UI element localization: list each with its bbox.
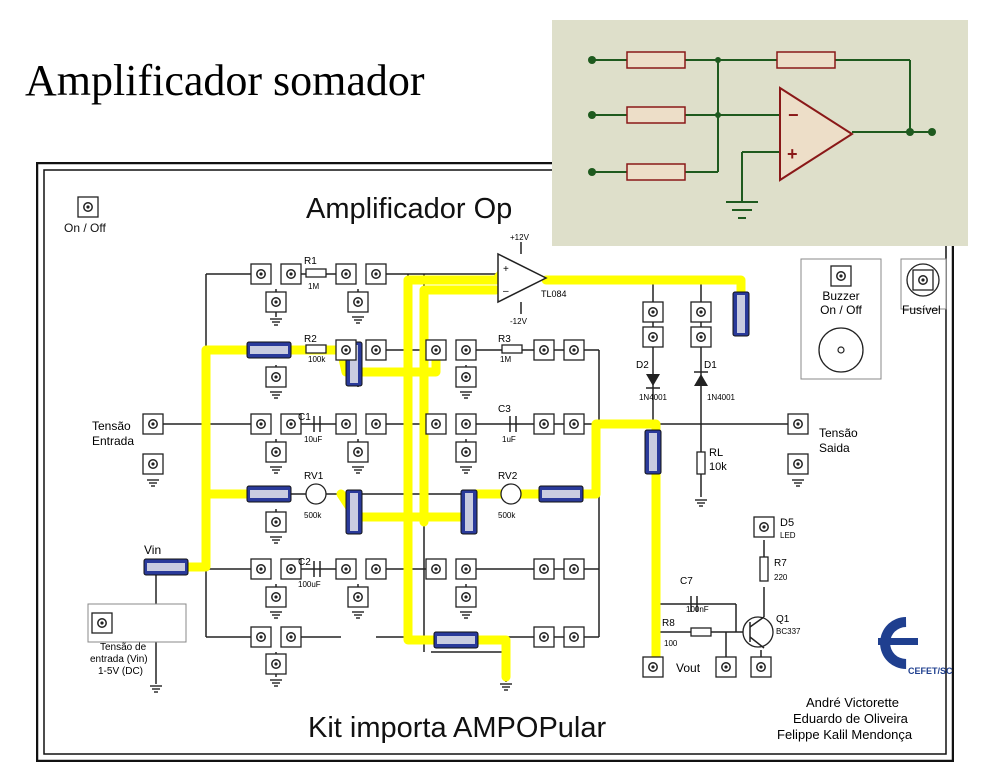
r3-resistor	[502, 345, 522, 353]
q1-value: BC337	[776, 627, 801, 636]
tensao-entrada-label-2: Entrada	[92, 434, 135, 448]
r3-name: R3	[498, 334, 511, 345]
tensao-saida-ground-jack[interactable]	[788, 454, 808, 474]
jumper-rv2-vertical[interactable]	[461, 490, 477, 534]
credit-3: Felippe Kalil Mendonça	[777, 727, 913, 742]
rl-value: 10k	[709, 461, 727, 473]
on-off-label: On / Off	[64, 221, 106, 235]
r3-value: 1M	[500, 355, 512, 364]
r2-value: 100k	[308, 355, 326, 364]
r2-name: R2	[304, 334, 317, 345]
on-off-jack[interactable]	[78, 197, 98, 217]
rv1-name: RV1	[304, 471, 324, 482]
tensao-entrada-ground-jack[interactable]	[143, 454, 163, 474]
inset-minus-label: −	[788, 105, 799, 125]
c2-name: C2	[298, 557, 311, 568]
buzzer-label-1: Buzzer	[822, 289, 860, 303]
tensao-entrada-label-1: Tensão	[92, 419, 131, 433]
tensao-entrada-jack[interactable]	[143, 414, 163, 434]
rv2-potentiometer[interactable]	[501, 484, 521, 504]
opamp-vminus: -12V	[510, 317, 527, 326]
opamp-vplus: +12V	[510, 233, 529, 242]
d2-name: D2	[636, 360, 649, 371]
vout-ground-jack[interactable]	[716, 657, 736, 677]
fuse-label: Fusível	[902, 303, 941, 317]
c3-name: C3	[498, 404, 511, 415]
source-desc-1: Tensão de	[100, 642, 147, 653]
vin-label: Vin	[144, 543, 162, 557]
source-desc-3: 1-5V (DC)	[98, 666, 144, 677]
c2-value: 100uF	[298, 580, 321, 589]
r8-value: 100	[664, 639, 678, 648]
r8-resistor	[691, 628, 711, 636]
vout-jack[interactable]	[643, 657, 663, 677]
buzzer-label-2: On / Off	[820, 303, 862, 317]
buzzer-jack[interactable]	[831, 266, 851, 286]
opamp-plus-label: +	[503, 264, 509, 275]
jumper-diodes[interactable]	[733, 292, 749, 336]
source-desc-2: entrada (Vin)	[90, 654, 148, 665]
vout-label: Vout	[676, 661, 701, 675]
r2-resistor	[306, 345, 326, 353]
opamp-part: TL084	[541, 289, 567, 299]
board-outline	[37, 163, 953, 761]
credit-1: André Victorette	[806, 695, 899, 710]
c7-name: C7	[680, 576, 693, 587]
d2-value: 1N4001	[638, 393, 668, 402]
opamp-minus-label: –	[503, 286, 509, 297]
jumper-rv1[interactable]	[247, 486, 291, 502]
d1-name: D1	[704, 360, 717, 371]
q1-name: Q1	[776, 614, 790, 625]
c7-value: 100nF	[686, 605, 709, 614]
jumper-rv2[interactable]	[539, 486, 583, 502]
rv2-value: 500k	[498, 511, 516, 520]
rl-name: RL	[709, 447, 724, 459]
inset-plus-label: +	[787, 144, 798, 164]
tensao-saida-label-1: Tensão	[819, 426, 858, 440]
circuit-board	[36, 162, 954, 762]
credit-2: Eduardo de Oliveira	[793, 711, 908, 726]
jumper-r2[interactable]	[247, 342, 291, 358]
d5-value: LED	[780, 531, 796, 540]
r7-resistor	[760, 557, 768, 581]
q1-jack[interactable]	[751, 657, 771, 677]
source-jack[interactable]	[92, 613, 112, 633]
d5-led-jack[interactable]	[754, 517, 774, 537]
d1-value: 1N4001	[706, 393, 736, 402]
rv1-value: 500k	[304, 511, 322, 520]
c3-value: 1uF	[502, 435, 516, 444]
rv1-potentiometer[interactable]	[306, 484, 326, 504]
board-title: Amplificador Op	[306, 193, 513, 225]
c1-name: C1	[298, 412, 311, 423]
slide-title: Amplificador somador	[25, 56, 425, 105]
jumper-bottom[interactable]	[434, 632, 478, 648]
rl-resistor	[697, 452, 705, 474]
inset-schematic	[552, 20, 968, 246]
r7-value: 220	[774, 573, 788, 582]
jumper-output[interactable]	[645, 430, 661, 474]
r1-name: R1	[304, 256, 317, 267]
d5-name: D5	[780, 517, 795, 529]
logo-text: CEFET/SC	[908, 666, 953, 676]
r1-value: 1M	[308, 282, 320, 291]
r7-name: R7	[774, 558, 787, 569]
jumper-vin[interactable]	[144, 559, 188, 575]
tensao-saida-jack[interactable]	[788, 414, 808, 434]
buzzer-icon	[819, 328, 863, 372]
c1-value: 10uF	[304, 435, 323, 444]
jumper-rv1-vertical[interactable]	[346, 490, 362, 534]
r8-name: R8	[662, 618, 675, 629]
rv2-name: RV2	[498, 471, 518, 482]
r1-resistor	[306, 269, 326, 277]
board-footer: Kit importa AMPOPular	[308, 712, 607, 744]
tensao-saida-label-2: Saida	[819, 441, 850, 455]
